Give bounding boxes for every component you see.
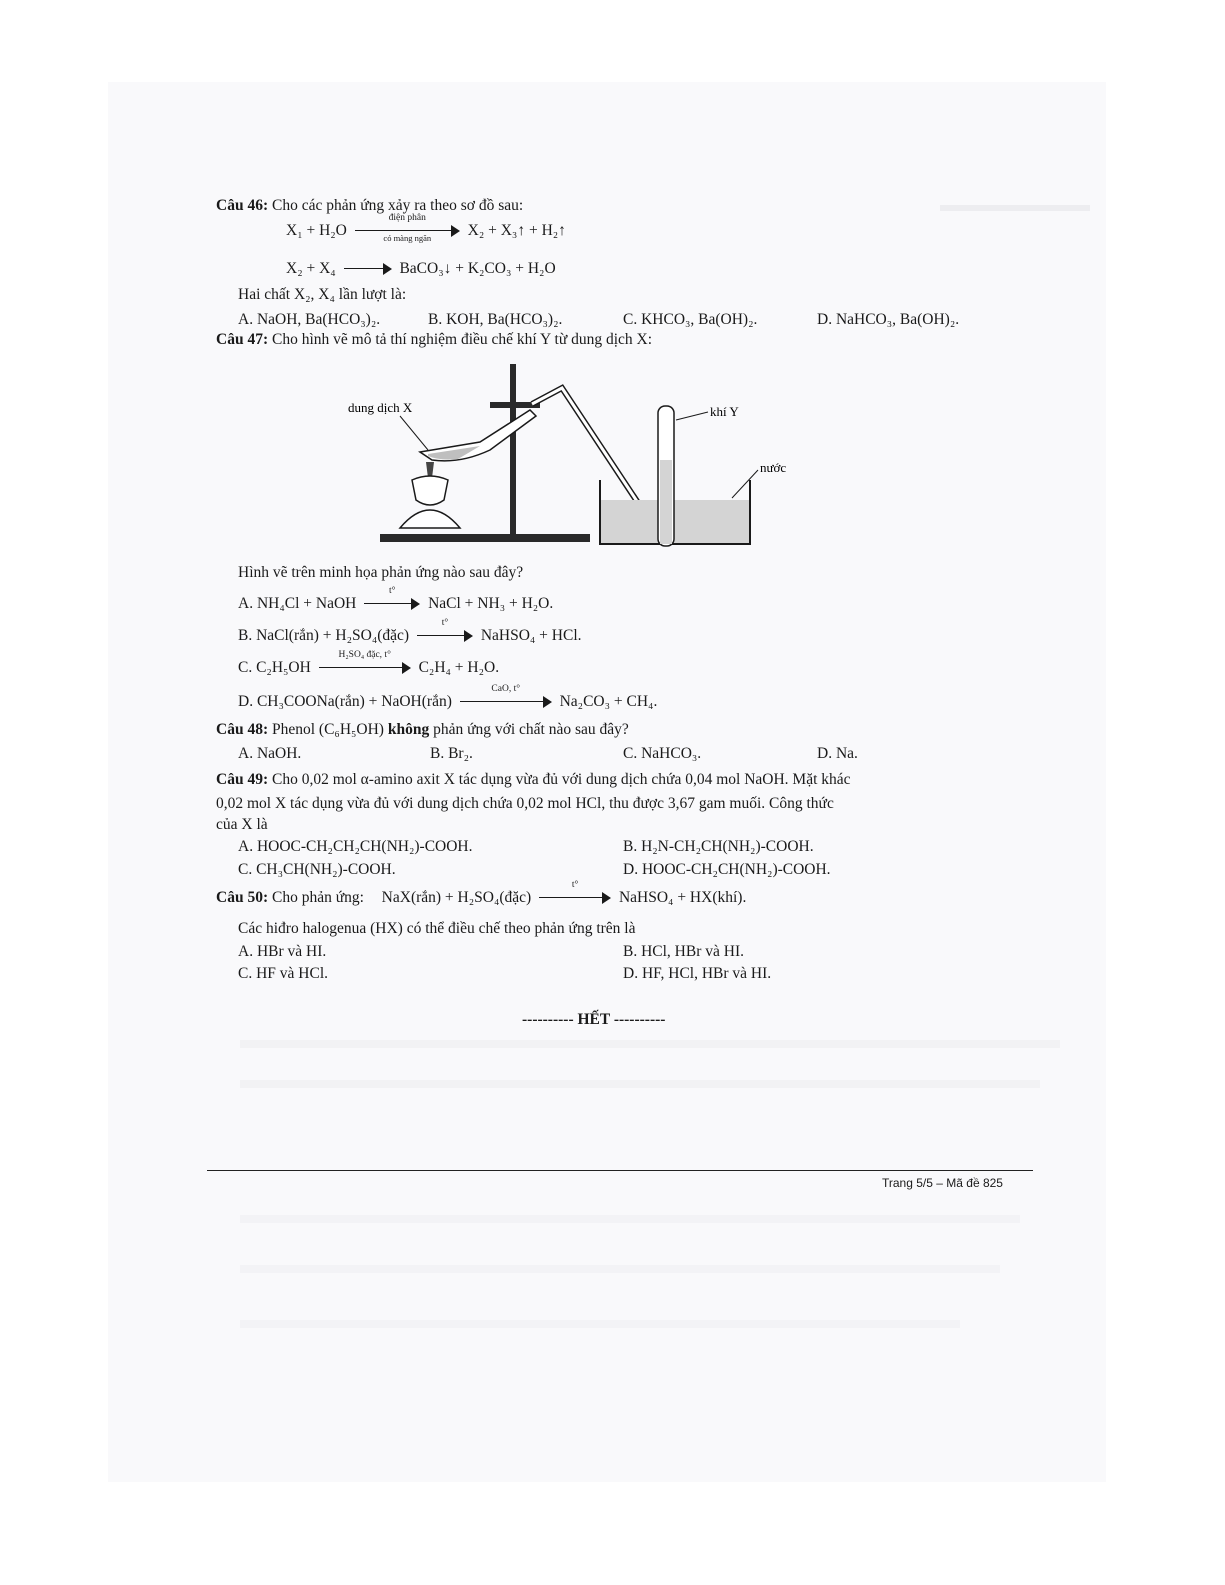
heat-arrow [364,586,420,610]
q50-eq-products: NaHSO₄ + HX(khí). [618,889,747,906]
alcohol-lamp [412,476,448,505]
q50-prompt: Cho phản ứng: [271,889,364,906]
q47-b-products: NaHSO₄ + HCl. [480,627,582,644]
footer-divider [207,1170,1033,1171]
label-water: nước [760,460,787,475]
q48-option-a[interactable]: A. NaOH. [238,745,302,762]
q46-options [0,310,1225,329]
q49-option-a[interactable]: A. HOOC-CH₂CH₂CH(NH₂)-COOH. [238,838,473,855]
q48-label: Câu 48: [216,721,269,738]
arrow-condition-above: điện phân [388,213,426,224]
q49-line-3: của X là [216,816,268,833]
q47-option-c[interactable] [238,650,500,677]
q48-prompt-post: phản ứng với chất nào sau đây? [433,721,629,738]
q50-option-c[interactable]: C. HF và HCl. [238,965,328,982]
q47-option-d[interactable] [238,684,658,711]
catalyst-arrow [319,650,411,674]
q47-c-products: C₂H₄ + H₂O. [418,659,500,676]
q48-heading [216,720,629,739]
q47-prompt: Cho hình vẽ mô tả thí nghiệm điều chế khí Y từ dung dịch X: [271,331,653,348]
q49-option-d[interactable]: D. HOOC-CH₂CH(NH₂)-COOH. [623,861,831,878]
label-gas-y: khí Y [710,404,739,419]
q49-text-1: Cho 0,02 mol α-amino axit X tác dụng vừa đủ với dung dịch chứa 0,04 mol NaOH. Mặt khác [271,771,851,788]
q47-heading [216,330,652,349]
q47-a-products: NaCl + NH₃ + H₂O. [428,595,554,612]
catalyst-arrow [460,684,552,708]
q50-label: Câu 50: [216,889,269,906]
q49-options-row-1 [0,837,1225,856]
q46-heading [216,196,523,215]
arrow-condition-above: t° [571,880,579,891]
heat-arrow [539,880,611,904]
q49-label: Câu 49: [216,771,269,788]
q49-line-2: 0,02 mol X tác dụng vừa đủ với dung dịch chứa 0,02 mol HCl, thu được 3,67 gam muối. Công thức [216,795,834,812]
label-water-pointer [732,470,758,498]
arrow-condition-above: t° [441,618,449,629]
experiment-apparatus-figure [340,360,820,560]
q49-options-row-2 [0,860,1225,879]
q47-label: Câu 47: [216,331,269,348]
arrow-condition-above: CaO, t° [491,684,521,695]
q46-r2-reactants: X₂ + X₄ [286,260,336,277]
retort-stand-rod [510,364,516,540]
q46-reaction-2 [286,259,556,278]
q48-option-b[interactable]: B. Br₂. [430,745,473,762]
q50-eq-reactants: NaX(rắn) + H₂SO₄(đặc) [381,889,532,906]
q47-d-products: Na₂CO₃ + CH₄. [559,693,658,710]
lamp-base [400,510,460,528]
q46-r2-products: BaCO₃↓ + K₂CO₃ + H₂O [399,260,556,277]
q48-prompt-pre: Phenol (C₆H₅OH) [271,721,384,738]
q50-question: Các hiđro halogenua (HX) có thể điều chế theo phản ứng trên là [238,920,636,937]
q49-option-b[interactable]: B. H₂N-CH₂CH(NH₂)-COOH. [623,838,814,855]
q50-option-a[interactable]: A. HBr và HI. [238,943,327,960]
q46-r1-reactants: X₁ + H₂O [286,222,347,239]
q47-d-reactants: D. CH₃COONa(rắn) + NaOH(rắn) [238,693,452,710]
q50-options-row-2 [0,964,1225,983]
q48-option-c[interactable]: C. NaHCO₃. [623,745,702,762]
label-y-pointer [676,412,708,420]
label-solution-x: dung dịch X [348,400,413,415]
q46-option-a[interactable]: A. NaOH, Ba(HCO₃)₂. [238,311,381,328]
q49-line-1 [216,770,851,789]
q50-option-d[interactable]: D. HF, HCl, HBr và HI. [623,965,772,982]
q46-question: Hai chất X₂, X₄ lần lượt là: [238,286,407,303]
trough-water [601,500,749,543]
q47-b-reactants: B. NaCl(rắn) + H₂SO₄(đặc) [238,627,410,644]
q46-reaction-1 [286,213,566,244]
q46-label: Câu 46: [216,197,269,214]
q47-a-reactants: A. NH₄Cl + NaOH [238,595,357,612]
q47-c-reactants: C. C₂H₅OH [238,659,311,676]
retort-stand-base [380,534,590,542]
reaction-arrow [344,263,392,275]
q48-options [0,744,1225,763]
q47-question: Hình vẽ trên minh họa phản ứng nào sau đây? [238,564,524,581]
q48-prompt-emphasis: không [387,721,430,738]
q46-prompt: Cho các phản ứng xảy ra theo sơ đồ sau: [271,197,524,214]
tube-water [660,460,672,544]
q47-option-b[interactable] [238,618,582,645]
q47-option-a[interactable] [238,586,554,613]
q46-option-c[interactable]: C. KHCO₃, Ba(OH)₂. [623,311,758,328]
heat-arrow [417,618,473,642]
label-x-pointer [400,416,428,450]
page-footer: Trang 5/5 – Mã đề 825 [882,1176,1003,1190]
end-marker: ---------- HẾT ---------- [522,1011,666,1028]
q50-heading [216,880,747,907]
q46-option-d[interactable]: D. NaHCO₃, Ba(OH)₂. [817,311,960,328]
q48-option-d[interactable]: D. Na. [817,745,858,762]
q50-options-row-1 [0,942,1225,961]
q49-option-c[interactable]: C. CH₃CH(NH₂)-COOH. [238,861,396,878]
q50-option-b[interactable]: B. HCl, HBr và HI. [623,943,744,960]
arrow-condition-below: có màng ngăn [383,233,432,244]
arrow-condition-above: t° [388,586,396,597]
q46-r1-products: X₂ + X₃↑ + H₂↑ [467,222,566,239]
electrolysis-arrow [355,213,460,244]
arrow-condition-above: H₂SO₄ đặc, t° [338,650,391,661]
q46-option-b[interactable]: B. KOH, Ba(HCO₃)₂. [428,311,563,328]
